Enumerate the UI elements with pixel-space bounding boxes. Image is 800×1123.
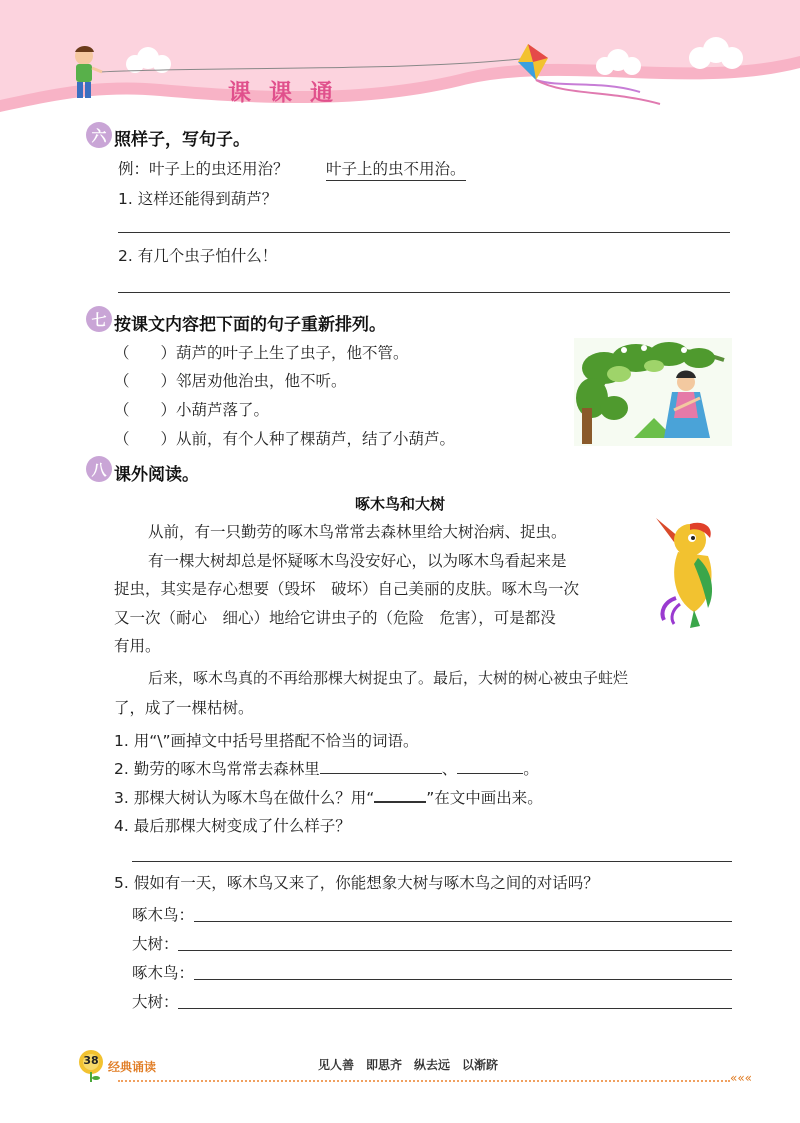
story-line: 后来，啄木鸟真的不再给那棵大树捉虫了。最后，大树的树心被虫子蛀烂 bbox=[148, 669, 629, 687]
header-background bbox=[0, 0, 800, 120]
dialogue-answer-line[interactable] bbox=[194, 979, 732, 980]
question-3-text: 3. 那棵大树认为啄木鸟在做什么？用“ bbox=[114, 789, 375, 807]
reading-question-4: 4. 最后那棵大树变成了什么样子？ bbox=[114, 817, 351, 835]
dialogue-answer-line[interactable] bbox=[178, 950, 732, 951]
reading-question-5: 5. 假如有一天，啄木鸟又来了，你能想象大树与啄木鸟之间的对话吗？ bbox=[114, 874, 599, 892]
story-line: 从前，有一只勤劳的啄木鸟常常去森林里给大树治病、捉虫。 bbox=[148, 523, 567, 541]
section-7-badge: 七 bbox=[86, 306, 112, 332]
section-6-question-1: 1. 这样还能得到葫芦？ bbox=[118, 190, 278, 208]
story-line: 又一次（耐心 细心）地给它讲虫子的（危险 危害），可是都没 bbox=[114, 609, 556, 627]
dialogue-answer-line[interactable] bbox=[194, 921, 732, 922]
fill-blank[interactable] bbox=[457, 757, 523, 774]
section-8-badge: 八 bbox=[86, 456, 112, 482]
question-2-separator: 、 bbox=[441, 760, 458, 778]
section-6-example: 例：叶子上的虫还用治？ bbox=[118, 160, 289, 178]
section-6-example-answer: 叶子上的虫不用治。 bbox=[326, 157, 466, 181]
answer-line bbox=[118, 292, 730, 293]
page-header bbox=[0, 0, 800, 120]
reading-question-1: 1. 用“\”画掉文中括号里搭配不恰当的词语。 bbox=[114, 732, 419, 750]
story-title: 啄木鸟和大树 bbox=[354, 495, 445, 513]
dialogue-speaker: 啄木鸟： bbox=[132, 906, 195, 924]
dialogue-speaker: 大树： bbox=[132, 935, 179, 953]
story-line: 有一棵大树却总是怀疑啄木鸟没安好心，以为啄木鸟看起来是 bbox=[148, 552, 567, 570]
woodpecker-illustration bbox=[650, 512, 734, 630]
page-number: 38 bbox=[83, 1054, 99, 1067]
reorder-item-1: （ ）葫芦的叶子上生了虫子，他不管。 bbox=[114, 344, 409, 362]
story-line: 了，成了一棵枯树。 bbox=[114, 699, 254, 717]
header-title: 课课通 bbox=[228, 80, 351, 106]
section-7-title: 按课文内容把下面的句子重新排列。 bbox=[114, 315, 386, 335]
dialogue-speaker: 大树： bbox=[132, 993, 179, 1011]
reorder-item-2: （ ）邻居劝他治虫，他不听。 bbox=[114, 372, 347, 390]
section-6-question-2: 2. 有几个虫子怕什么！ bbox=[118, 247, 278, 265]
reading-question-3 bbox=[114, 786, 543, 808]
fill-blank[interactable] bbox=[320, 757, 442, 774]
footer-label: 经典诵读 bbox=[108, 1060, 157, 1074]
footer-dotted-line bbox=[118, 1080, 730, 1082]
underline-mark bbox=[374, 789, 426, 803]
footer-motto: 见人善 即思齐 纵去远 以渐跻 bbox=[318, 1058, 499, 1072]
question-2-text: 2. 勤劳的啄木鸟常常去森林里 bbox=[114, 760, 320, 778]
question-3-suffix: ”在文中画出来。 bbox=[426, 789, 543, 807]
gourd-illustration bbox=[574, 338, 732, 446]
dialogue-answer-line[interactable] bbox=[178, 1008, 732, 1009]
reading-question-2 bbox=[114, 757, 539, 779]
reorder-item-3: （ ）小葫芦落了。 bbox=[114, 401, 270, 419]
section-6-title: 照样子，写句子。 bbox=[114, 130, 250, 150]
section-8-title: 课外阅读。 bbox=[114, 465, 199, 485]
footer-arrows: ««« bbox=[730, 1071, 753, 1085]
answer-line bbox=[132, 861, 732, 862]
question-2-end: 。 bbox=[523, 760, 539, 778]
section-6-badge: 六 bbox=[86, 122, 112, 148]
story-line: 有用。 bbox=[114, 637, 161, 655]
story-line: 捉虫，其实是存心想要（毁坏 破坏）自己美丽的皮肤。啄木鸟一次 bbox=[114, 580, 580, 598]
dialogue-speaker: 啄木鸟： bbox=[132, 964, 195, 982]
reorder-item-4: （ ）从前，有个人种了棵葫芦，结了小葫芦。 bbox=[114, 430, 456, 448]
answer-line bbox=[118, 232, 730, 233]
